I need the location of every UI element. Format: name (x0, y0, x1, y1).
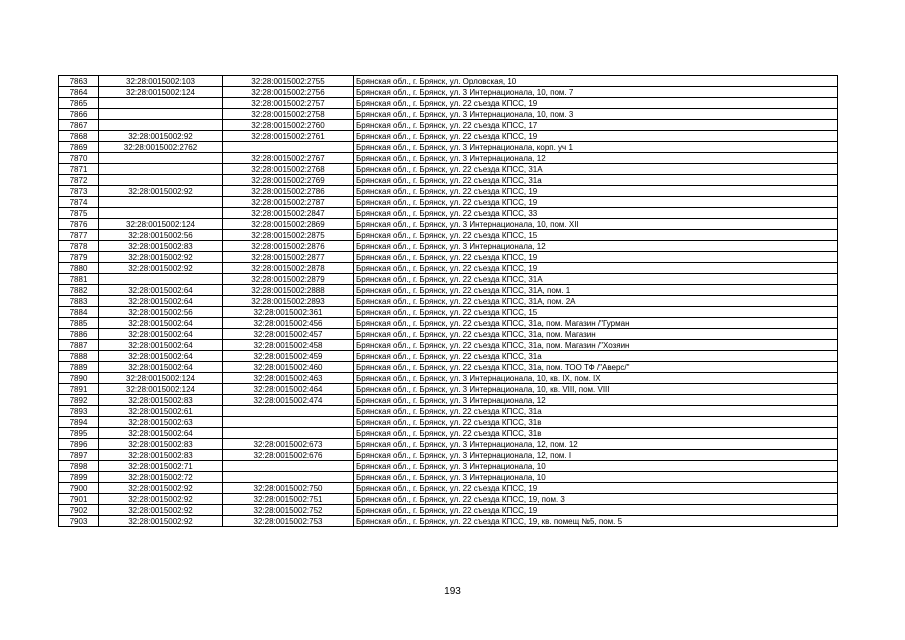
parcel-cadastral-number-cell: 32:28:0015002:64 (99, 329, 223, 340)
address-cell: Брянская обл., г. Брянск, ул. 3 Интернационала, 10, кв. VIII, пом. VIII (354, 384, 838, 395)
row-number-cell: 7893 (59, 406, 99, 417)
row-number-cell: 7864 (59, 87, 99, 98)
object-cadastral-number-cell (223, 406, 354, 417)
address-cell: Брянская обл., г. Брянск, ул. 22 съезда КПСС, 19 (354, 98, 838, 109)
row-number-cell: 7899 (59, 472, 99, 483)
table-row (59, 76, 838, 87)
table-row (59, 164, 838, 175)
row-number-cell: 7868 (59, 131, 99, 142)
object-cadastral-number-cell (223, 472, 354, 483)
address-cell: Брянская обл., г. Брянск, ул. 22 съезда КПСС, 31А (354, 164, 838, 175)
object-cadastral-number-cell: 32:28:0015002:2878 (223, 263, 354, 274)
address-cell: Брянская обл., г. Брянск, ул. 22 съезда КПСС, 31а (354, 351, 838, 362)
object-cadastral-number-cell (223, 461, 354, 472)
parcel-cadastral-number-cell (99, 175, 223, 186)
parcel-cadastral-number-cell: 32:28:0015002:56 (99, 307, 223, 318)
parcel-cadastral-number-cell (99, 164, 223, 175)
table-body (59, 76, 838, 527)
address-cell: Брянская обл., г. Брянск, ул. 3 Интернационала, 10 (354, 461, 838, 472)
table-row (59, 494, 838, 505)
object-cadastral-number-cell: 32:28:0015002:676 (223, 450, 354, 461)
parcel-cadastral-number-cell: 32:28:0015002:92 (99, 483, 223, 494)
table-row (59, 263, 838, 274)
address-cell: Брянская обл., г. Брянск, ул. 3 Интернационала, 12 (354, 395, 838, 406)
table-row (59, 197, 838, 208)
parcel-cadastral-number-cell: 32:28:0015002:92 (99, 186, 223, 197)
parcel-cadastral-number-cell (99, 274, 223, 285)
table-row (59, 505, 838, 516)
table-row (59, 87, 838, 98)
address-cell: Брянская обл., г. Брянск, ул. 22 съезда КПСС, 19 (354, 505, 838, 516)
table-row (59, 384, 838, 395)
object-cadastral-number-cell (223, 142, 354, 153)
address-cell: Брянская обл., г. Брянск, ул. 3 Интернационала, 12 (354, 241, 838, 252)
table-row (59, 483, 838, 494)
table-row (59, 230, 838, 241)
address-cell: Брянская обл., г. Брянск, ул. 3 Интернационала, 10, пом. 3 (354, 109, 838, 120)
parcel-cadastral-number-cell: 32:28:0015002:92 (99, 263, 223, 274)
address-cell: Брянская обл., г. Брянск, ул. 22 съезда КПСС, 17 (354, 120, 838, 131)
row-number-cell: 7872 (59, 175, 99, 186)
object-cadastral-number-cell: 32:28:0015002:2869 (223, 219, 354, 230)
row-number-cell: 7896 (59, 439, 99, 450)
table-row (59, 131, 838, 142)
row-number-cell: 7897 (59, 450, 99, 461)
object-cadastral-number-cell: 32:28:0015002:2761 (223, 131, 354, 142)
address-cell: Брянская обл., г. Брянск, ул. 22 съезда КПСС, 31А, пом. 2А (354, 296, 838, 307)
object-cadastral-number-cell: 32:28:0015002:2755 (223, 76, 354, 87)
parcel-cadastral-number-cell: 32:28:0015002:83 (99, 241, 223, 252)
address-cell: Брянская обл., г. Брянск, ул. 3 Интернационала, 10, пом. 7 (354, 87, 838, 98)
row-number-cell: 7863 (59, 76, 99, 87)
parcel-cadastral-number-cell: 32:28:0015002:103 (99, 76, 223, 87)
object-cadastral-number-cell: 32:28:0015002:463 (223, 373, 354, 384)
object-cadastral-number-cell: 32:28:0015002:2787 (223, 197, 354, 208)
table-row (59, 318, 838, 329)
address-cell: Брянская обл., г. Брянск, ул. 22 съезда КПСС, 15 (354, 307, 838, 318)
address-cell: Брянская обл., г. Брянск, ул. 22 съезда КПСС, 19 (354, 483, 838, 494)
table-row (59, 472, 838, 483)
parcel-cadastral-number-cell (99, 109, 223, 120)
object-cadastral-number-cell: 32:28:0015002:750 (223, 483, 354, 494)
object-cadastral-number-cell: 32:28:0015002:457 (223, 329, 354, 340)
object-cadastral-number-cell: 32:28:0015002:2879 (223, 274, 354, 285)
address-cell: Брянская обл., г. Брянск, ул. 22 съезда КПСС, 19 (354, 252, 838, 263)
table-row (59, 175, 838, 186)
object-cadastral-number-cell: 32:28:0015002:2756 (223, 87, 354, 98)
address-cell: Брянская обл., г. Брянск, ул. 22 съезда КПСС, 31а, пом. Магазин (354, 329, 838, 340)
parcel-cadastral-number-cell: 32:28:0015002:64 (99, 340, 223, 351)
table-row (59, 439, 838, 450)
parcel-cadastral-number-cell: 32:28:0015002:83 (99, 439, 223, 450)
parcel-cadastral-number-cell: 32:28:0015002:64 (99, 362, 223, 373)
object-cadastral-number-cell: 32:28:0015002:2877 (223, 252, 354, 263)
parcel-cadastral-number-cell: 32:28:0015002:64 (99, 318, 223, 329)
row-number-cell: 7891 (59, 384, 99, 395)
row-number-cell: 7870 (59, 153, 99, 164)
object-cadastral-number-cell (223, 417, 354, 428)
row-number-cell: 7886 (59, 329, 99, 340)
parcel-cadastral-number-cell: 32:28:0015002:92 (99, 252, 223, 263)
object-cadastral-number-cell: 32:28:0015002:464 (223, 384, 354, 395)
address-cell: Брянская обл., г. Брянск, ул. 22 съезда КПСС, 15 (354, 230, 838, 241)
address-cell: Брянская обл., г. Брянск, ул. 22 съезда КПСС, 31а (354, 406, 838, 417)
table-row (59, 395, 838, 406)
table-row (59, 186, 838, 197)
address-cell: Брянская обл., г. Брянск, ул. 3 Интернационала, 12, пом. I (354, 450, 838, 461)
row-number-cell: 7895 (59, 428, 99, 439)
row-number-cell: 7885 (59, 318, 99, 329)
table-row (59, 450, 838, 461)
row-number-cell: 7865 (59, 98, 99, 109)
parcel-cadastral-number-cell: 32:28:0015002:124 (99, 87, 223, 98)
table-row (59, 98, 838, 109)
object-cadastral-number-cell: 32:28:0015002:456 (223, 318, 354, 329)
row-number-cell: 7892 (59, 395, 99, 406)
address-cell: Брянская обл., г. Брянск, ул. 22 съезда КПСС, 31а, пом. Магазин /"Гурман (354, 318, 838, 329)
object-cadastral-number-cell (223, 428, 354, 439)
address-cell: Брянская обл., г. Брянск, ул. 3 Интернационала, 12 (354, 153, 838, 164)
row-number-cell: 7881 (59, 274, 99, 285)
row-number-cell: 7898 (59, 461, 99, 472)
row-number-cell: 7883 (59, 296, 99, 307)
object-cadastral-number-cell: 32:28:0015002:2757 (223, 98, 354, 109)
row-number-cell: 7875 (59, 208, 99, 219)
object-cadastral-number-cell: 32:28:0015002:460 (223, 362, 354, 373)
row-number-cell: 7869 (59, 142, 99, 153)
page-number: 193 (444, 586, 461, 597)
parcel-cadastral-number-cell: 32:28:0015002:71 (99, 461, 223, 472)
table-row (59, 406, 838, 417)
parcel-cadastral-number-cell: 32:28:0015002:92 (99, 494, 223, 505)
parcel-cadastral-number-cell: 32:28:0015002:124 (99, 219, 223, 230)
table-row (59, 307, 838, 318)
object-cadastral-number-cell: 32:28:0015002:2769 (223, 175, 354, 186)
table-row (59, 274, 838, 285)
address-cell: Брянская обл., г. Брянск, ул. 3 Интернационала, 10, кв. IX, пом. IX (354, 373, 838, 384)
address-cell: Брянская обл., г. Брянск, ул. 22 съезда КПСС, 19 (354, 186, 838, 197)
table-row (59, 516, 838, 527)
table-row (59, 285, 838, 296)
object-cadastral-number-cell: 32:28:0015002:2893 (223, 296, 354, 307)
parcel-cadastral-number-cell: 32:28:0015002:64 (99, 296, 223, 307)
object-cadastral-number-cell: 32:28:0015002:752 (223, 505, 354, 516)
parcel-cadastral-number-cell (99, 98, 223, 109)
address-cell: Брянская обл., г. Брянск, ул. Орловская, 10 (354, 76, 838, 87)
address-cell: Брянская обл., г. Брянск, ул. 22 съезда КПСС, 19 (354, 263, 838, 274)
parcel-cadastral-number-cell: 32:28:0015002:83 (99, 450, 223, 461)
parcel-cadastral-number-cell: 32:28:0015002:64 (99, 351, 223, 362)
row-number-cell: 7902 (59, 505, 99, 516)
row-number-cell: 7878 (59, 241, 99, 252)
table-row (59, 340, 838, 351)
row-number-cell: 7879 (59, 252, 99, 263)
address-cell: Брянская обл., г. Брянск, ул. 3 Интернационала, 12, пом. 12 (354, 439, 838, 450)
address-cell: Брянская обл., г. Брянск, ул. 3 Интернационала, 10 (354, 472, 838, 483)
table-row (59, 109, 838, 120)
table-row (59, 373, 838, 384)
object-cadastral-number-cell: 32:28:0015002:751 (223, 494, 354, 505)
table-row (59, 142, 838, 153)
address-cell: Брянская обл., г. Брянск, ул. 22 съезда КПСС, 19, кв. помещ №5, пом. 5 (354, 516, 838, 527)
table-row (59, 417, 838, 428)
parcel-cadastral-number-cell: 32:28:0015002:63 (99, 417, 223, 428)
row-number-cell: 7873 (59, 186, 99, 197)
address-cell: Брянская обл., г. Брянск, ул. 22 съезда КПСС, 31А (354, 274, 838, 285)
address-cell: Брянская обл., г. Брянск, ул. 3 Интернационала, 10, пом. XII (354, 219, 838, 230)
row-number-cell: 7880 (59, 263, 99, 274)
object-cadastral-number-cell: 32:28:0015002:2786 (223, 186, 354, 197)
parcel-cadastral-number-cell (99, 197, 223, 208)
parcel-cadastral-number-cell: 32:28:0015002:92 (99, 505, 223, 516)
parcel-cadastral-number-cell: 32:28:0015002:56 (99, 230, 223, 241)
object-cadastral-number-cell: 32:28:0015002:2888 (223, 285, 354, 296)
row-number-cell: 7901 (59, 494, 99, 505)
row-number-cell: 7890 (59, 373, 99, 384)
parcel-cadastral-number-cell (99, 153, 223, 164)
table-row (59, 120, 838, 131)
table-row (59, 296, 838, 307)
object-cadastral-number-cell: 32:28:0015002:458 (223, 340, 354, 351)
table-row (59, 153, 838, 164)
parcel-cadastral-number-cell: 32:28:0015002:124 (99, 384, 223, 395)
address-cell: Брянская обл., г. Брянск, ул. 22 съезда КПСС, 19 (354, 131, 838, 142)
object-cadastral-number-cell: 32:28:0015002:2760 (223, 120, 354, 131)
parcel-cadastral-number-cell: 32:28:0015002:2762 (99, 142, 223, 153)
address-cell: Брянская обл., г. Брянск, ул. 22 съезда КПСС, 31а, пом. ТОО ТФ /"Аверс/" (354, 362, 838, 373)
object-cadastral-number-cell: 32:28:0015002:753 (223, 516, 354, 527)
row-number-cell: 7887 (59, 340, 99, 351)
address-cell: Брянская обл., г. Брянск, ул. 22 съезда КПСС, 19, пом. 3 (354, 494, 838, 505)
row-number-cell: 7871 (59, 164, 99, 175)
object-cadastral-number-cell: 32:28:0015002:2767 (223, 153, 354, 164)
object-cadastral-number-cell: 32:28:0015002:459 (223, 351, 354, 362)
table-row (59, 329, 838, 340)
table-row (59, 219, 838, 230)
address-cell: Брянская обл., г. Брянск, ул. 22 съезда КПСС, 33 (354, 208, 838, 219)
address-cell: Брянская обл., г. Брянск, ул. 22 съезда КПСС, 31а, пом. Магазин /"Хозяин (354, 340, 838, 351)
table-row (59, 461, 838, 472)
object-cadastral-number-cell: 32:28:0015002:2768 (223, 164, 354, 175)
parcel-cadastral-number-cell (99, 120, 223, 131)
object-cadastral-number-cell: 32:28:0015002:2847 (223, 208, 354, 219)
parcel-cadastral-number-cell (99, 208, 223, 219)
parcel-cadastral-number-cell: 32:28:0015002:83 (99, 395, 223, 406)
object-cadastral-number-cell: 32:28:0015002:673 (223, 439, 354, 450)
row-number-cell: 7876 (59, 219, 99, 230)
table-row (59, 428, 838, 439)
row-number-cell: 7866 (59, 109, 99, 120)
cadastral-table (58, 75, 838, 527)
parcel-cadastral-number-cell: 32:28:0015002:72 (99, 472, 223, 483)
parcel-cadastral-number-cell: 32:28:0015002:64 (99, 428, 223, 439)
address-cell: Брянская обл., г. Брянск, ул. 22 съезда КПСС, 19 (354, 197, 838, 208)
row-number-cell: 7884 (59, 307, 99, 318)
table-row (59, 208, 838, 219)
table-row (59, 351, 838, 362)
row-number-cell: 7867 (59, 120, 99, 131)
row-number-cell: 7874 (59, 197, 99, 208)
object-cadastral-number-cell: 32:28:0015002:474 (223, 395, 354, 406)
parcel-cadastral-number-cell: 32:28:0015002:61 (99, 406, 223, 417)
object-cadastral-number-cell: 32:28:0015002:361 (223, 307, 354, 318)
table-row (59, 252, 838, 263)
table-row (59, 241, 838, 252)
address-cell: Брянская обл., г. Брянск, ул. 3 Интернационала, корп. уч 1 (354, 142, 838, 153)
row-number-cell: 7877 (59, 230, 99, 241)
row-number-cell: 7889 (59, 362, 99, 373)
parcel-cadastral-number-cell: 32:28:0015002:92 (99, 516, 223, 527)
row-number-cell: 7903 (59, 516, 99, 527)
parcel-cadastral-number-cell: 32:28:0015002:92 (99, 131, 223, 142)
row-number-cell: 7900 (59, 483, 99, 494)
object-cadastral-number-cell: 32:28:0015002:2758 (223, 109, 354, 120)
object-cadastral-number-cell: 32:28:0015002:2875 (223, 230, 354, 241)
address-cell: Брянская обл., г. Брянск, ул. 22 съезда КПСС, 31в (354, 417, 838, 428)
object-cadastral-number-cell: 32:28:0015002:2876 (223, 241, 354, 252)
parcel-cadastral-number-cell: 32:28:0015002:64 (99, 285, 223, 296)
address-cell: Брянская обл., г. Брянск, ул. 22 съезда КПСС, 31А, пом. 1 (354, 285, 838, 296)
row-number-cell: 7894 (59, 417, 99, 428)
table-row (59, 362, 838, 373)
parcel-cadastral-number-cell: 32:28:0015002:124 (99, 373, 223, 384)
address-cell: Брянская обл., г. Брянск, ул. 22 съезда КПСС, 31в (354, 428, 838, 439)
row-number-cell: 7888 (59, 351, 99, 362)
address-cell: Брянская обл., г. Брянск, ул. 22 съезда КПСС, 31а (354, 175, 838, 186)
row-number-cell: 7882 (59, 285, 99, 296)
